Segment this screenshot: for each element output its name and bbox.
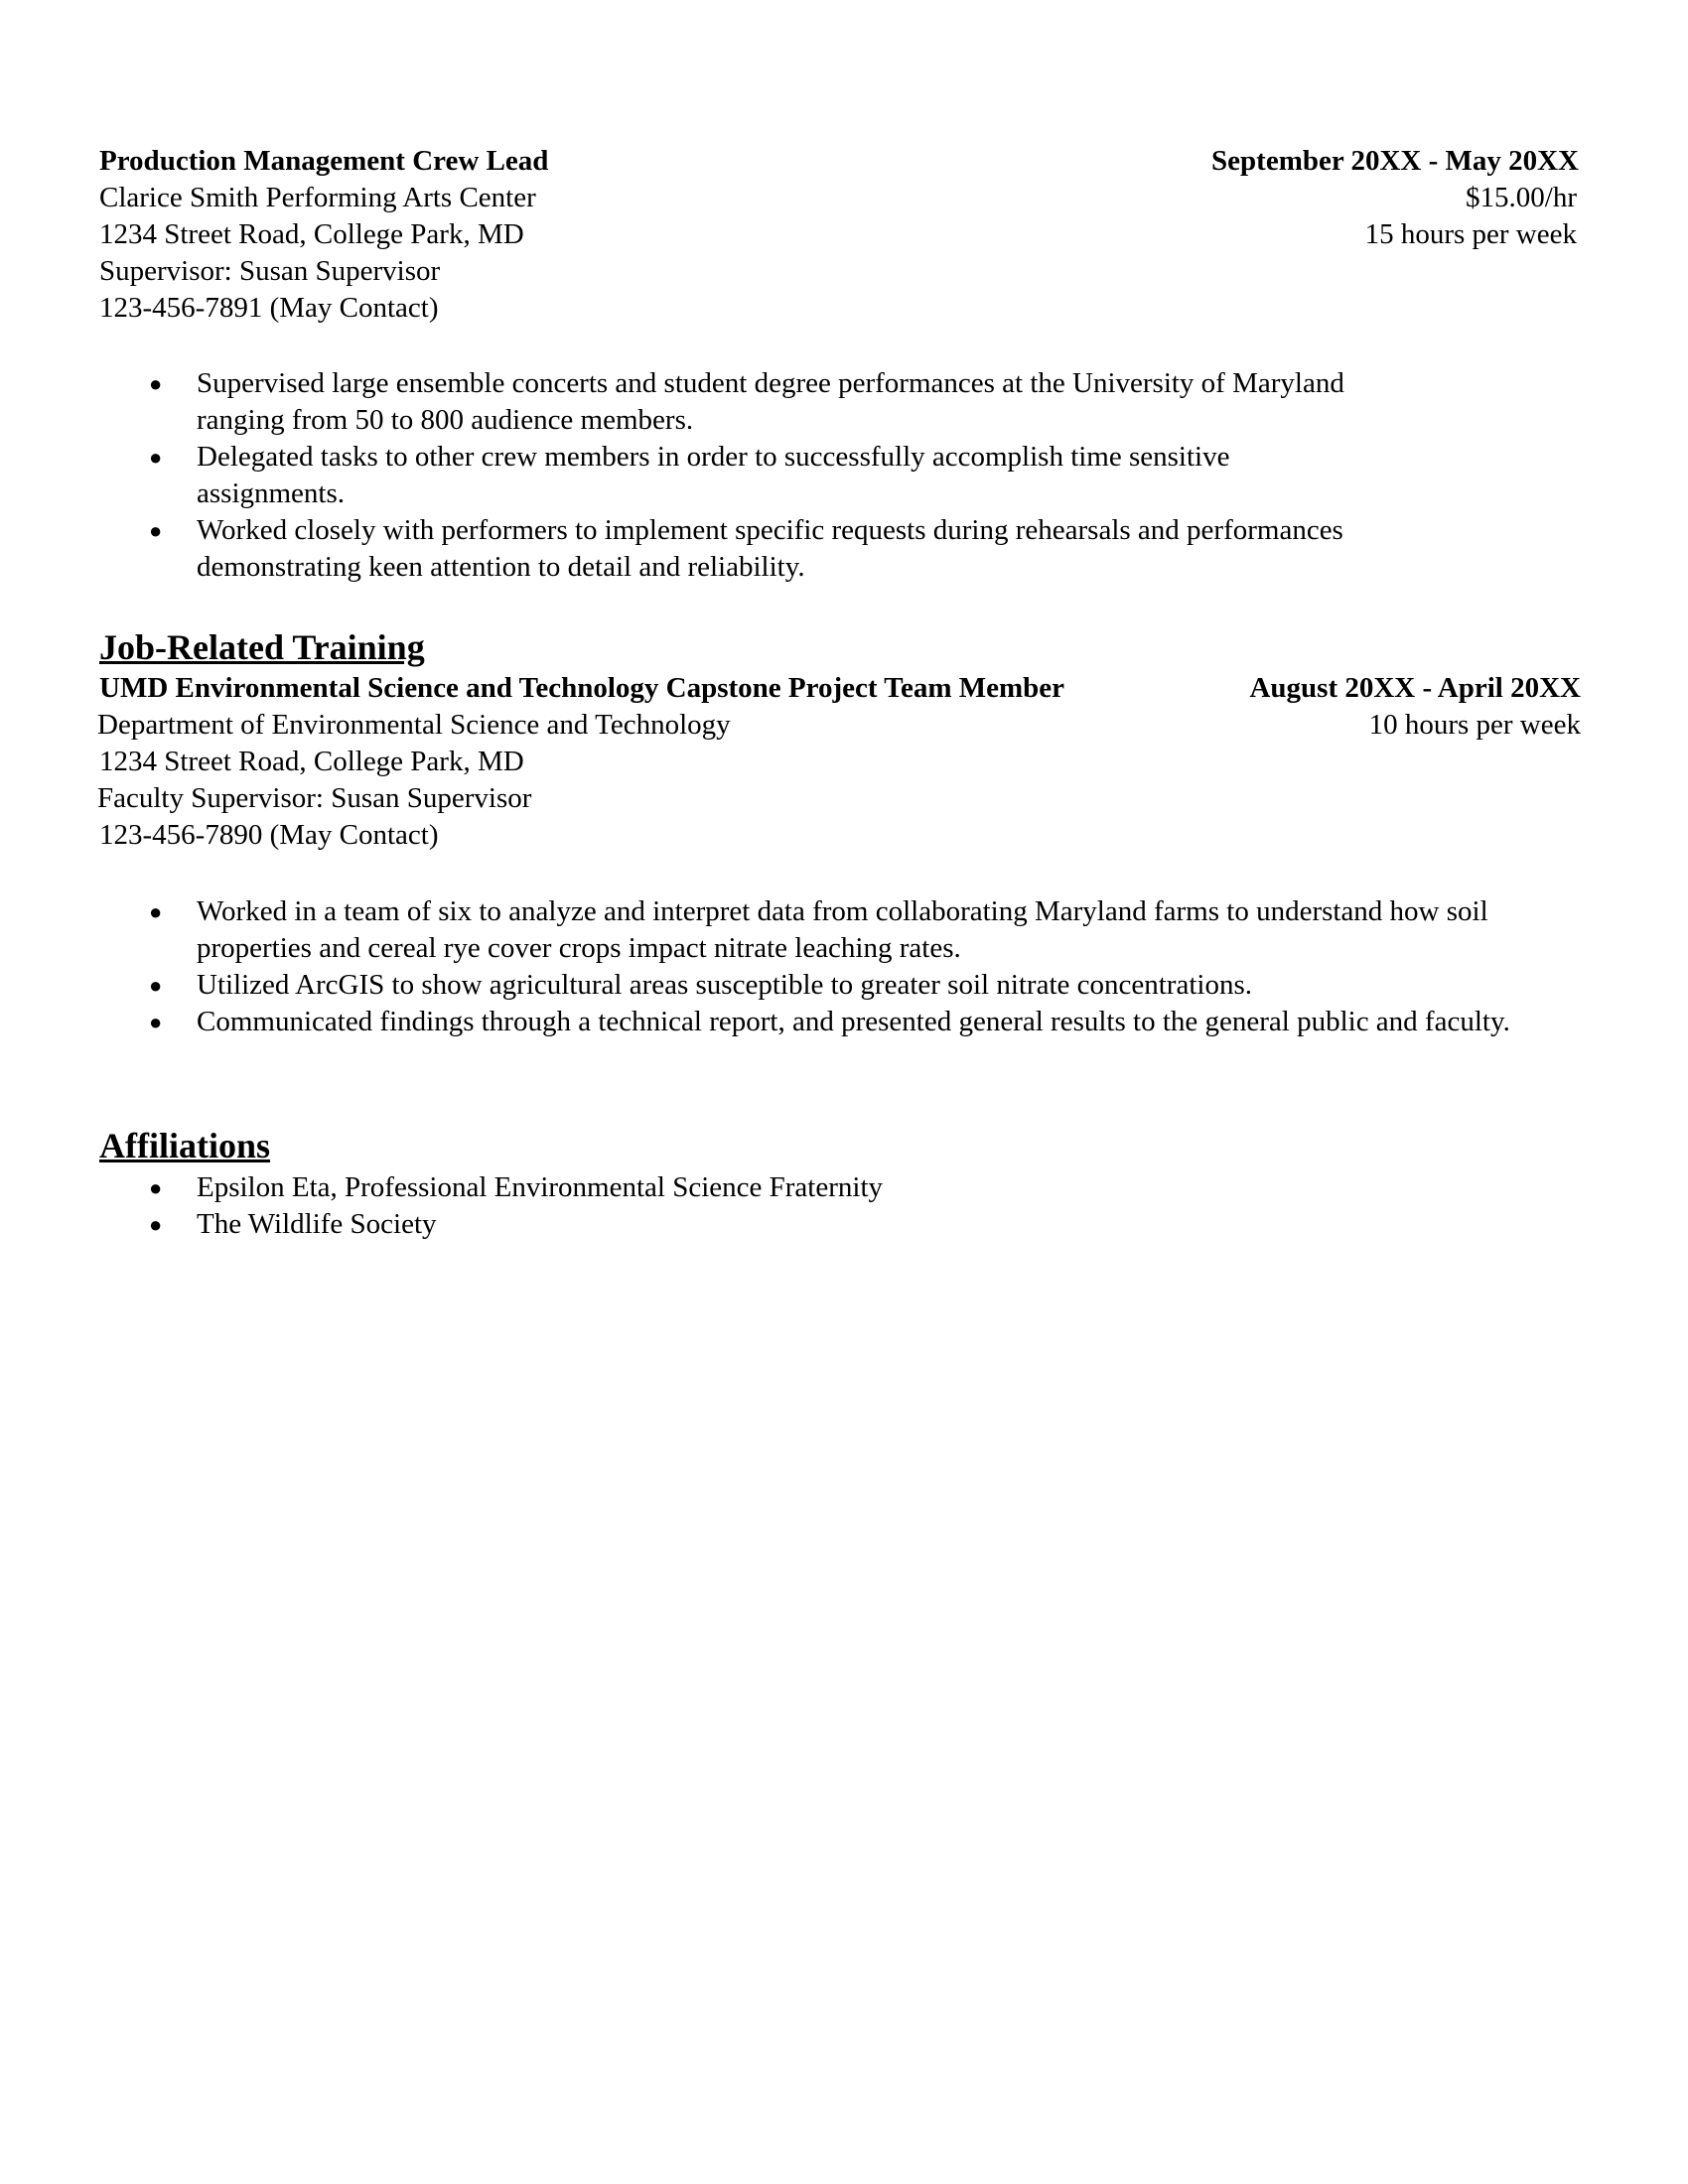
job-bullet-text: ranging from 50 to 800 audience members. <box>197 404 694 436</box>
training-dates: August 20XX - April 20XX <box>1249 672 1581 704</box>
training-bullet-text: properties and cereal rye cover crops impact nitrate leaching rates. <box>197 932 961 964</box>
bullet-icon: ● <box>149 1212 163 1237</box>
job-title: Production Management Crew Lead <box>99 145 549 177</box>
job-organization: Clarice Smith Performing Arts Center <box>99 182 536 213</box>
bullet-icon: ● <box>149 518 163 543</box>
training-bullet-text: Worked in a team of six to analyze and interpret data from collaborating Maryland farms to understand how soil <box>197 895 1488 927</box>
job-bullet-text: Worked closely with performers to implement specific requests during rehearsals and performances <box>197 514 1343 546</box>
affiliation-item: Epsilon Eta, Professional Environmental Science Fraternity <box>197 1171 884 1203</box>
training-title: UMD Environmental Science and Technology Capstone Project Team Member <box>99 672 1064 704</box>
training-phone: 123-456-7890 (May Contact) <box>99 819 439 851</box>
job-bullet-text: Delegated tasks to other crew members in order to successfully accomplish time sensitive <box>197 441 1230 473</box>
training-bullet-text: Communicated findings through a technical report, and presented general results to the general public and faculty. <box>197 1006 1510 1037</box>
job-supervisor: Supervisor: Susan Supervisor <box>99 255 441 287</box>
job-dates: September 20XX - May 20XX <box>1211 145 1579 177</box>
section-heading-affiliations: Affiliations <box>99 1126 271 1165</box>
training-department: Department of Environmental Science and Technology <box>97 709 731 741</box>
section-heading-training: Job-Related Training <box>99 627 425 667</box>
bullet-icon: ● <box>149 371 163 396</box>
job-address: 1234 Street Road, College Park, MD <box>99 218 524 250</box>
job-hours: 15 hours per week <box>1364 218 1577 250</box>
job-bullet-text: demonstrating keen attention to detail and reliability. <box>197 551 805 583</box>
bullet-icon: ● <box>149 899 163 924</box>
job-bullet-text: assignments. <box>197 478 346 509</box>
training-supervisor: Faculty Supervisor: Susan Supervisor <box>97 782 532 814</box>
bullet-icon: ● <box>149 445 163 470</box>
affiliation-item: The Wildlife Society <box>197 1208 437 1240</box>
bullet-icon: ● <box>149 1175 163 1200</box>
job-phone: 123-456-7891 (May Contact) <box>99 292 439 324</box>
training-bullet-text: Utilized ArcGIS to show agricultural areas susceptible to greater soil nitrate concentrations. <box>197 969 1252 1001</box>
bullet-icon: ● <box>149 973 163 998</box>
bullet-icon: ● <box>149 1010 163 1034</box>
training-hours: 10 hours per week <box>1368 709 1581 741</box>
job-bullet-text: Supervised large ensemble concerts and student degree performances at the University of Maryland <box>197 367 1344 399</box>
training-address: 1234 Street Road, College Park, MD <box>99 746 524 777</box>
job-pay: $15.00/hr <box>1466 182 1577 213</box>
